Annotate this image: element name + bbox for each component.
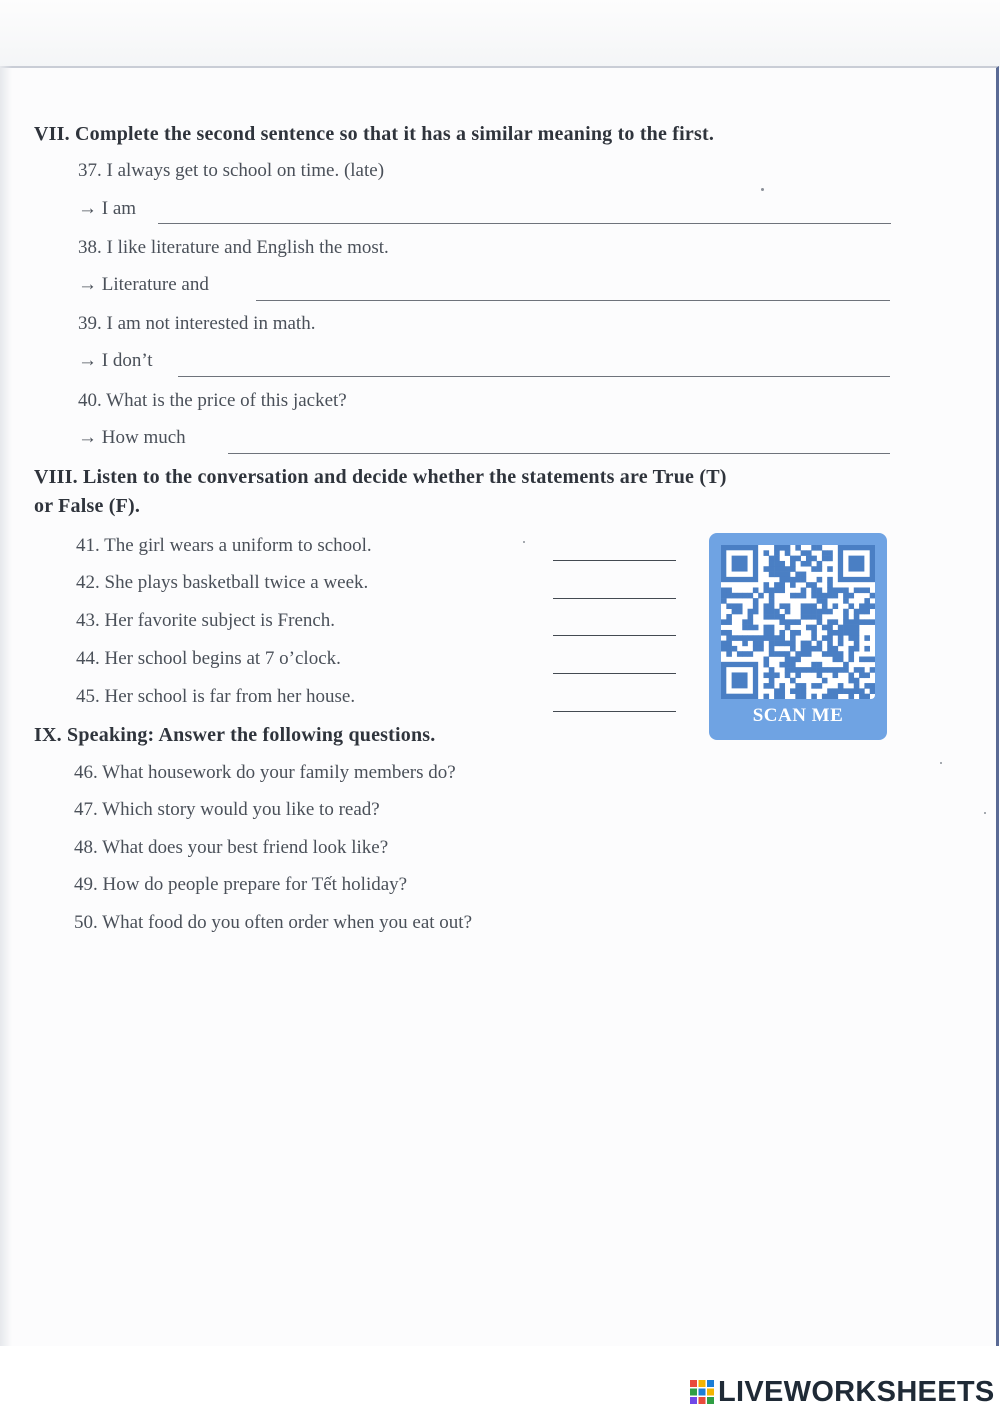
question-37: 37. I always get to school on time. (late) <box>78 160 385 181</box>
statement-43: 43. Her favorite subject is French. <box>76 610 336 631</box>
section-vii-heading: VII. Complete the second sentence so that it has a similar meaning to the first. <box>34 123 715 145</box>
speaking-question-46: 46. What housework do your family members do? <box>74 762 456 783</box>
answer-line-40[interactable] <box>228 453 890 454</box>
speaking-question-48: 48. What does your best friend look like? <box>74 837 389 858</box>
section-viii-heading-cont: or False (F). <box>34 495 141 517</box>
qr-code-audio[interactable] <box>709 533 887 740</box>
prompt-40: → How much <box>78 427 186 448</box>
scan-speck <box>523 541 525 543</box>
statement-42: 42. She plays basketball twice a week. <box>76 572 369 593</box>
tf-answer-41[interactable] <box>553 560 676 561</box>
speaking-question-49: 49. How do people prepare for Tết holiday? <box>74 874 408 895</box>
scan-speck <box>984 812 986 814</box>
liveworksheets-logo-icon <box>690 1380 714 1404</box>
page-shadow <box>0 66 12 1346</box>
question-38: 38. I like literature and English the most. <box>78 237 389 258</box>
scan-top-margin <box>0 0 1000 68</box>
question-39: 39. I am not interested in math. <box>78 313 316 334</box>
scan-me-label: SCAN ME <box>752 705 844 726</box>
section-viii-heading: VIII. Listen to the conversation and decide whether the statements are True (T) <box>34 466 727 488</box>
scan-speck <box>940 762 942 764</box>
question-40: 40. What is the price of this jacket? <box>78 390 347 411</box>
statement-45: 45. Her school is far from her house. <box>76 686 356 707</box>
brand-name: LIVEWORKSHEETS <box>718 1375 995 1408</box>
speaking-question-47: 47. Which story would you like to read? <box>74 799 380 820</box>
answer-line-38[interactable] <box>256 300 890 301</box>
prompt-39: → I don’t <box>78 350 153 371</box>
tf-answer-43[interactable] <box>553 635 676 636</box>
speaking-question-50: 50. What food do you often order when you eat out? <box>74 912 473 933</box>
answer-line-39[interactable] <box>178 376 890 377</box>
statement-44: 44. Her school begins at 7 o’clock. <box>76 648 341 669</box>
statement-41: 41. The girl wears a uniform to school. <box>76 535 372 556</box>
liveworksheets-logo[interactable] <box>690 1374 995 1410</box>
scan-speck <box>761 188 764 191</box>
prompt-37: → I am <box>78 198 137 219</box>
tf-answer-45[interactable] <box>553 711 676 712</box>
qr-code-icon <box>721 545 875 699</box>
prompt-38: → Literature and <box>78 274 209 295</box>
answer-line-37[interactable] <box>158 223 891 224</box>
tf-answer-44[interactable] <box>553 673 676 674</box>
section-ix-heading: IX. Speaking: Answer the following questions. <box>34 724 436 746</box>
tf-answer-42[interactable] <box>553 598 676 599</box>
